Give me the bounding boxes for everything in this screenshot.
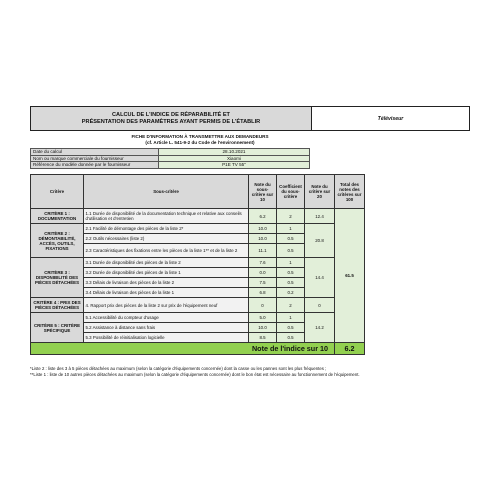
- subcriterion-note: 10.0: [249, 323, 277, 333]
- subcriterion-note: 10.0: [249, 234, 277, 244]
- subcriterion-coef: 0.5: [277, 323, 305, 333]
- subcriterion-note: 10.0: [249, 224, 277, 234]
- info-row: [31, 162, 310, 169]
- subcriterion-label: 2.2 Outils nécessaires (liste 2): [84, 234, 249, 244]
- info-value: 28.10.2021: [159, 149, 310, 156]
- info-label: Date du calcul: [31, 149, 159, 156]
- subcriterion-note: 6.2: [249, 209, 277, 224]
- subtitle-line2: (cf. Article L. 541-9-2 du Code de l'environnement): [145, 140, 255, 145]
- info-table: [30, 148, 310, 169]
- criterion-score: 0: [305, 298, 335, 313]
- header-title: [31, 107, 312, 130]
- repairability-table: [30, 174, 471, 355]
- info-value: Xiaomi: [159, 155, 310, 162]
- col-subcriteria: Sous-critère: [84, 175, 249, 209]
- info-value: P1E TV 55": [159, 162, 310, 169]
- subcriterion-label: 5.3 Possibilité de réinitialisation logicielle: [84, 333, 249, 343]
- header-title-line2: PRÉSENTATION DES PARAMÈTRES AYANT PERMIS DE L'ÉTABLIR: [81, 118, 261, 125]
- criterion-name: CRITÈRE 4 : PRIX DES PIÈCES DÉTACHÉES: [31, 298, 84, 313]
- subcriterion-note: 11.1: [249, 244, 277, 258]
- subcriterion-coef: 0.5: [277, 333, 305, 343]
- criterion-score: 20.8: [305, 224, 335, 258]
- col-note10: Note du sous-critère sur 10: [249, 175, 277, 209]
- final-score-row: [31, 343, 471, 355]
- subcriterion-coef: 2: [277, 209, 305, 224]
- subcriterion-coef: 1: [277, 258, 305, 268]
- criterion-name: CRITÈRE 3 : DISPONIBILITÉ DES PIÈCES DÉTACHÉES: [31, 258, 84, 298]
- header-title-line1: CALCUL DE L'INDICE DE RÉPARABILITÉ ET: [112, 111, 230, 118]
- subcriterion-coef: 2: [277, 298, 305, 313]
- subcriterion-coef: 0.5: [277, 268, 305, 278]
- blank-cell: [365, 343, 471, 355]
- info-row: [31, 155, 310, 162]
- criterion-name: CRITÈRE 1 : DOCUMENTATION: [31, 209, 84, 224]
- subtitle-line1: FICHE D'INFORMATION À TRANSMETTRE AUX DEMANDEURS: [131, 134, 269, 139]
- subcriterion-note: 0: [249, 298, 277, 313]
- col-coef: Coefficient du sous-critère: [277, 175, 305, 209]
- subcriterion-label: 2.3 Caractéristiques des fixations entre les pièces de la liste 1** et de la liste 2: [84, 244, 249, 258]
- col-note20: Note du critère sur 20: [305, 175, 335, 209]
- subcriterion-label: 2.1 Facilité de démontage des pièces de la liste 2*: [84, 224, 249, 234]
- subcriterion-label: 3.1 Durée de disponibilité des pièces de la liste 2: [84, 258, 249, 268]
- subcriterion-coef: 0.5: [277, 278, 305, 288]
- subcriterion-label: 3.4 Délais de livraison des pièces de la liste 1: [84, 288, 249, 298]
- footnote: *Liste 2 : liste des 3 à 5 pièces détachées au maximum (selon la catégorie d'équipements concernée) dont la casse ou les pannes sont les plus fréquentes ;: [30, 366, 327, 371]
- subcriterion-label: 3.2 Durée de disponibilité des pièces de la liste 1: [84, 268, 249, 278]
- info-label: Nom ou marque commerciale du fournisseur: [31, 155, 159, 162]
- subcriterion-note: 8.5: [249, 333, 277, 343]
- col-criteria: Critère: [31, 175, 84, 209]
- total-score: 61.5: [335, 209, 365, 343]
- subcriterion-label: 4. Rapport prix des pièces de la liste 2 sur prix de l'équipement neuf: [84, 298, 249, 313]
- footnote: **Liste 1 : liste de 10 autres pièces détachées au maximum (selon la catégorie d'équipements concernée) dont le bon état est nécessaire au fonctionnement de l'équipement.: [30, 372, 360, 377]
- blank-cell: [365, 175, 471, 209]
- subcriterion-label: 1.1 Durée de disponibilité de la documentation technique et relative aux conseils d'utilisation et d'entretien: [84, 209, 249, 224]
- subcriterion-coef: 0.5: [277, 234, 305, 244]
- form-subtitle: [115, 134, 285, 146]
- criterion-name: CRITÈRE 5 : CRITÈRE SPÉCIFIQUE: [31, 313, 84, 343]
- subcriterion-note: 7.5: [249, 278, 277, 288]
- final-score-label: Note de l'indice sur 10: [31, 343, 335, 355]
- form-header: [30, 106, 470, 131]
- blank-cell: [365, 209, 471, 343]
- subcriterion-coef: 1: [277, 224, 305, 234]
- subcriterion-coef: 1: [277, 313, 305, 323]
- subcriterion-label: 5.2 Assistance à distance sans frais: [84, 323, 249, 333]
- criterion-name: CRITÈRE 2 : DÉMONTABILITÉ, ACCÈS, OUTILS, FIXATIONS: [31, 224, 84, 258]
- criterion-score: 14.2: [305, 313, 335, 343]
- subcriterion-note: 5.0: [249, 313, 277, 323]
- subcriterion-coef: 0.5: [277, 244, 305, 258]
- subcriterion-label: 5.1 Accessibilité du compteur d'usage: [84, 313, 249, 323]
- criterion-score: 12.4: [305, 209, 335, 224]
- subcriterion-label: 3.3 Délais de livraison des pièces de la liste 2: [84, 278, 249, 288]
- table-row: [31, 209, 471, 224]
- info-label: Référence du modèle donnée par le fournisseur: [31, 162, 159, 169]
- subcriterion-note: 6.8: [249, 288, 277, 298]
- subcriterion-note: 0.0: [249, 268, 277, 278]
- footnotes: [30, 366, 470, 378]
- info-row: [31, 149, 310, 156]
- col-total: Total des notes des critères sur 100: [335, 175, 365, 209]
- criterion-score: 14.4: [305, 258, 335, 298]
- subcriterion-coef: 0.2: [277, 288, 305, 298]
- subcriterion-note: 7.6: [249, 258, 277, 268]
- table-header-row: [31, 175, 471, 209]
- final-score-value: 6.2: [335, 343, 365, 355]
- product-type: Téléviseur: [312, 107, 469, 130]
